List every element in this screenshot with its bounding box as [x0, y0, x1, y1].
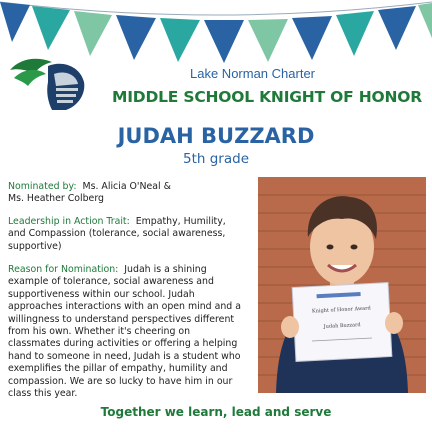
pennant — [116, 15, 156, 60]
reason-label: Reason for Nomination: — [8, 264, 119, 275]
pennant — [378, 6, 416, 50]
pennant — [418, 3, 432, 38]
nominated-by-label: Nominated by: — [8, 181, 77, 192]
pennant — [204, 20, 244, 63]
pennant — [0, 2, 30, 42]
nominated-by-value: Ms. Alicia O'Neal & — [82, 181, 171, 192]
reason-line: willingness to understand perspectives different — [8, 313, 235, 325]
reason-line: example of tolerance, social awareness and — [8, 276, 214, 288]
trait-value-2: and Compassion (tolerance, social awareness, — [8, 228, 226, 240]
school-name: Lake Norman Charter — [190, 66, 315, 81]
award-title: MIDDLE SCHOOL KNIGHT OF HONOR — [112, 88, 422, 106]
pennant — [74, 11, 112, 56]
reason-line: class this year. — [8, 388, 78, 400]
student-name: JUDAH BUZZARD — [117, 124, 315, 148]
reason-line: compassion. We are so lucky to have him in our — [8, 375, 233, 387]
pennant — [336, 11, 374, 56]
certificate-title: Knight of Honor Award — [311, 305, 371, 315]
trait-label: Leadership in Action Trait: — [8, 216, 130, 227]
trait-value-3: supportive) — [8, 240, 62, 252]
student-grade: 5th grade — [183, 151, 249, 167]
student-photo — [258, 177, 426, 393]
reason-line: hand to someone in need, Judah is a student who — [8, 350, 241, 362]
reason-line: approaches interactions with an open mind and a — [8, 301, 241, 313]
pennant — [160, 18, 200, 62]
award-certificate — [292, 283, 392, 362]
knight-helmet-logo — [8, 52, 94, 114]
trait-value: Empathy, Humility, — [135, 216, 226, 227]
reason-line: exemplifies the pillar of empathy, humility and — [8, 363, 228, 375]
school-motto: Together we learn, lead and serve — [100, 405, 332, 419]
reason-line: supportiveness within our school. Judah — [8, 288, 195, 300]
pennant — [248, 19, 288, 62]
reason-line: classmates during activities or offering a helping — [8, 338, 238, 350]
reason-section — [8, 264, 256, 400]
nominated-by-section — [8, 181, 256, 206]
pennant — [292, 16, 332, 60]
pennant — [32, 6, 70, 50]
nominated-by-value-2: Ms. Heather Colberg — [8, 193, 104, 205]
trait-section — [8, 216, 256, 253]
reason-line: from his own. Whether it's cheering on — [8, 326, 191, 338]
certificate-name: Judah Buzzard — [323, 322, 361, 330]
reason-line: Judah is a shining — [124, 264, 207, 275]
